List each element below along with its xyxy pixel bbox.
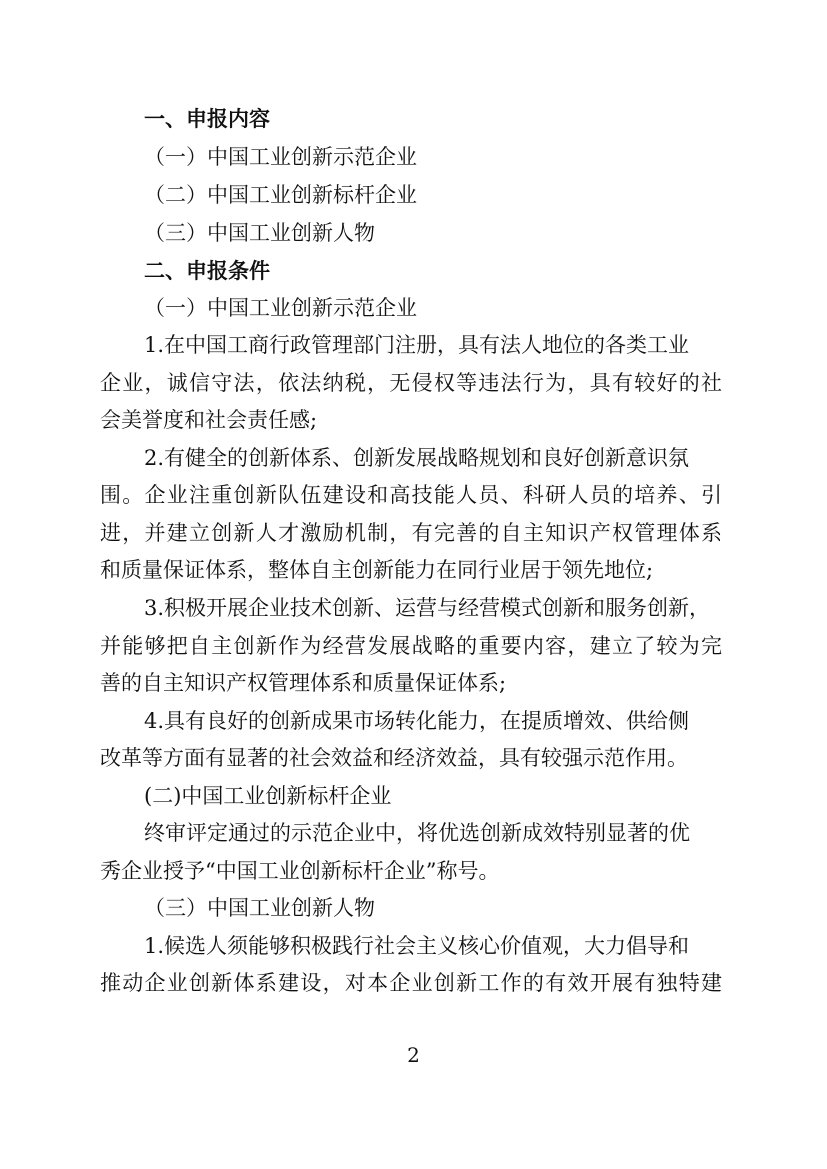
section-heading-application-conditions: 二、申报条件 [144, 259, 270, 283]
subsection-title: （一）中国工业创新示范企业 [144, 296, 417, 320]
subsection-title: (二)中国工业创新标杆企业 [144, 784, 392, 808]
paragraph-line: 秀企业授予“中国工业创新标杆企业”称号。 [100, 859, 500, 883]
paragraph-line: 会美誉度和社会责任感; [100, 408, 318, 432]
paragraph-line: 4.具有良好的创新成果市场转化能力，在提质增效、供给侧 [144, 709, 690, 733]
paragraph-line: 进，并建立创新人才激励机制，有完善的自主知识产权管理体系 [100, 521, 722, 545]
paragraph-line: 3.积极开展企业技术创新、运营与经营模式创新和服务创新， [144, 596, 711, 620]
section-heading-application-content: 一、申报内容 [144, 107, 270, 131]
paragraph-line: 并能够把自主创新作为经营发展战略的重要内容，建立了较为完 [100, 634, 722, 658]
paragraph-line: 企业，诚信守法，依法纳税，无侵权等违法行为，具有较好的社 [100, 371, 722, 395]
paragraph-line: 改革等方面有显著的社会效益和经济效益，具有较强示范作用。 [100, 746, 688, 770]
paragraph-line: 推动企业创新体系建设，对本企业创新工作的有效开展有独特建 [100, 971, 722, 995]
list-item: （二）中国工业创新标杆企业 [144, 183, 417, 207]
paragraph-line: 终审评定通过的示范企业中，将优选创新成效特别显著的优 [144, 821, 690, 845]
page-number: 2 [407, 1043, 420, 1067]
list-item: （三）中国工业创新人物 [144, 221, 375, 245]
subsection-title: （三）中国工业创新人物 [144, 896, 375, 920]
paragraph-line: 1.在中国工商行政管理部门注册，具有法人地位的各类工业 [144, 333, 690, 357]
list-item: （一）中国工业创新示范企业 [144, 145, 417, 169]
paragraph-line: 2.有健全的创新体系、创新发展战略规划和良好创新意识氛 [144, 446, 690, 470]
paragraph-line: 和质量保证体系，整体自主创新能力在同行业居于领先地位; [100, 558, 654, 582]
paragraph-line: 围。企业注重创新队伍建设和高技能人员、科研人员的培养、引 [100, 483, 722, 507]
paragraph-line: 1.候选人须能够积极践行社会主义核心价值观，大力倡导和 [144, 934, 690, 958]
paragraph-line: 善的自主知识产权管理体系和质量保证体系; [100, 671, 507, 695]
